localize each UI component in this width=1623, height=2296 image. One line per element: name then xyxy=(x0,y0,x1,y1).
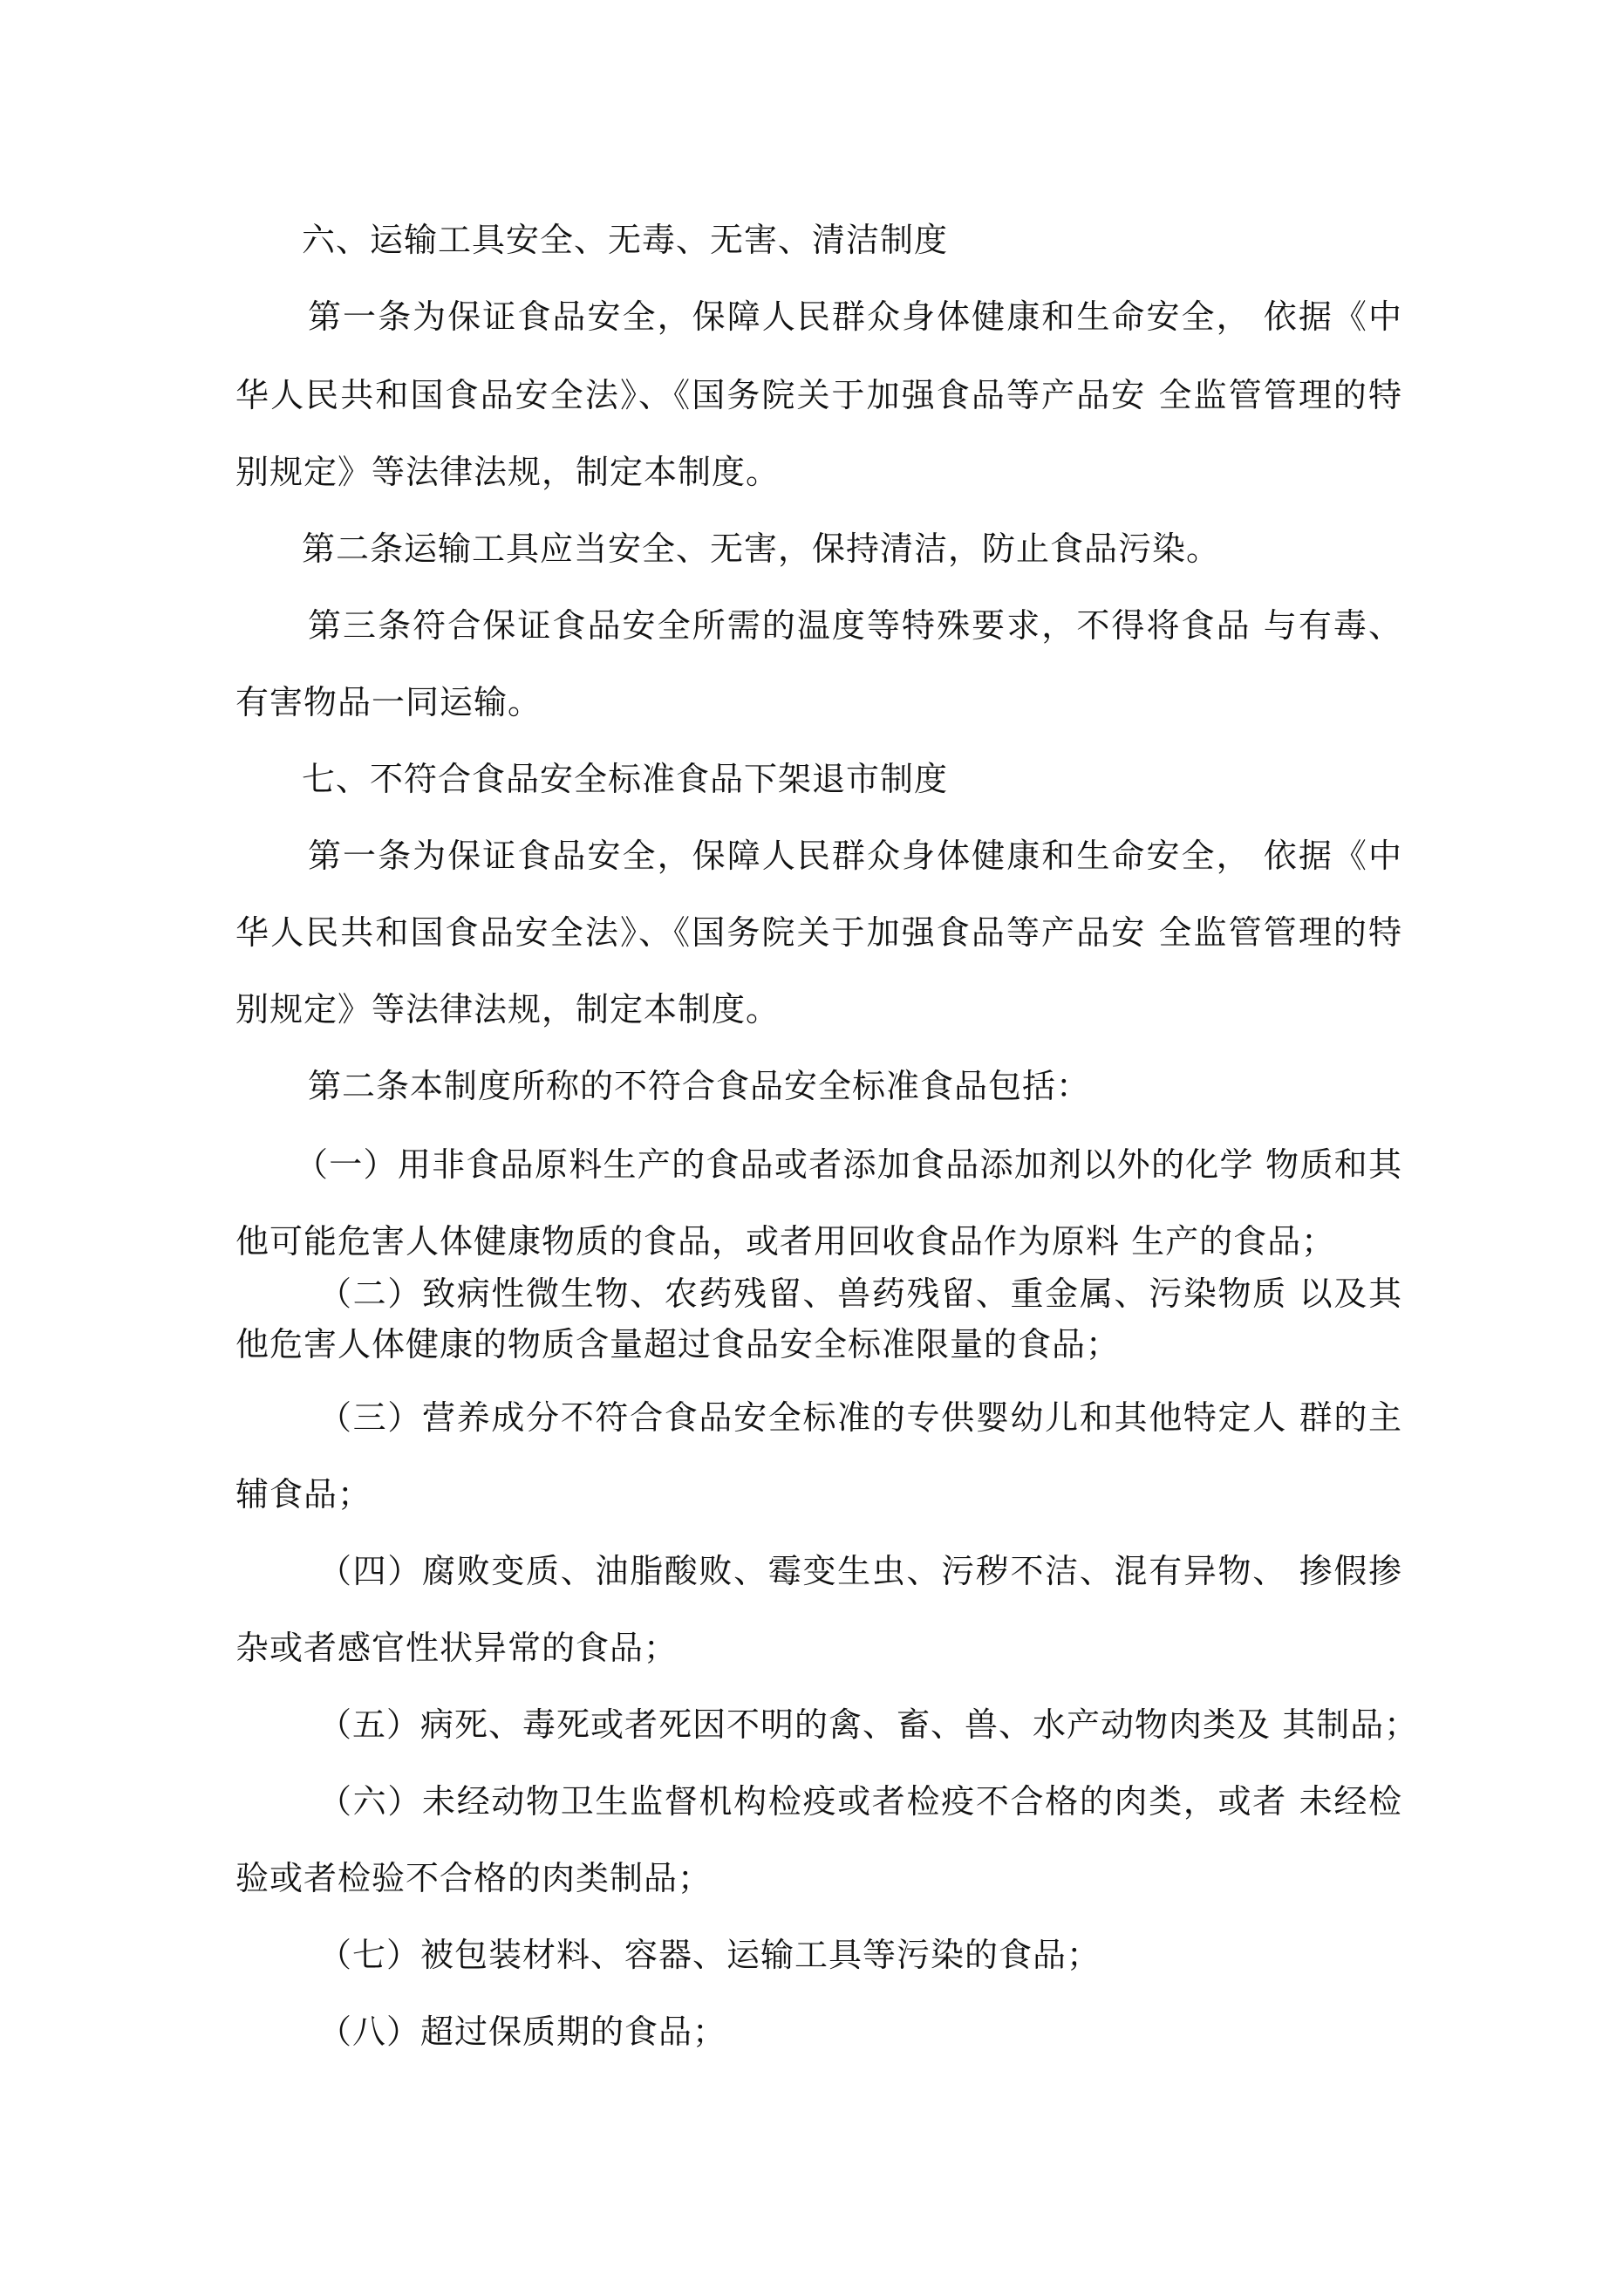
section-6-heading: 六、运输工具安全、无毒、无害、清洁制度 xyxy=(302,221,949,259)
s7-item-5: （五）病死、毒死或者死因不明的禽、畜、兽、水产动物肉类及 其制品； xyxy=(318,1705,1419,1744)
s7-item-7: （七）被包装材料、容器、运输工具等污染的食品； xyxy=(318,1936,1101,1974)
s7-item-1-line-2: 他可能危害人体健康物质的食品，或者用回收食品作为原料 生产的食品； xyxy=(235,1222,1336,1261)
s7-item-2-line-2: 他危害人体健康的物质含量超过食品安全标准限量的食品； xyxy=(235,1325,1121,1363)
s6-article-2: 第二条运输工具应当安全、无害，保持清洁，防止食品污染。 xyxy=(302,530,1221,568)
s7-article-1-line-3: 别规定》等法律法规，制定本制度。 xyxy=(235,990,781,1028)
s7-item-6-line-1: （六）未经动物卫生监督机构检疫或者检疫不合格的肉类，或者 未经检 xyxy=(318,1782,1402,1821)
s7-item-6-line-2: 验或者检验不合格的肉类制品； xyxy=(235,1859,713,1897)
s7-item-3-line-2: 辅食品； xyxy=(235,1475,372,1514)
s6-article-3-line-1: 第三条符合保证食品安全所需的温度等特殊要求，不得将食品 与有毒、 xyxy=(308,606,1402,645)
s7-article-2: 第二条本制度所称的不符合食品安全标准食品包括： xyxy=(308,1067,1091,1105)
s7-item-4-line-2: 杂或者感官性状异常的食品； xyxy=(235,1629,679,1667)
s7-item-1-line-1: （一）用非食品原料生产的食品或者添加食品添加剂以外的化学 物质和其 xyxy=(295,1145,1402,1184)
section-7-heading: 七、不符合食品安全标准食品下架退市制度 xyxy=(302,760,949,798)
s7-item-2-line-1: （二）致病性微生物、农药残留、兽药残留、重金属、污染物质 以及其 xyxy=(318,1274,1402,1313)
s7-article-1-line-1: 第一条为保证食品安全，保障人民群众身体健康和生命安全， 依据《中 xyxy=(308,837,1402,875)
s7-article-1-line-2: 华人民共和国食品安全法》、《国务院关于加强食品等产品安 全监管管理的特 xyxy=(235,913,1402,952)
s6-article-1-line-3: 别规定》等法律法规，制定本制度。 xyxy=(235,453,781,491)
s6-article-3-line-2: 有害物品一同运输。 xyxy=(235,683,542,721)
s6-article-1-line-1: 第一条为保证食品安全，保障人民群众身体健康和生命安全， 依据《中 xyxy=(308,297,1402,336)
s7-item-4-line-1: （四）腐败变质、油脂酸败、霉变生虫、污秽不洁、混有异物、 掺假掺 xyxy=(318,1552,1402,1590)
s6-article-1-line-2: 华人民共和国食品安全法》、《国务院关于加强食品等产品安 全监管管理的特 xyxy=(235,376,1402,414)
s7-item-8: （八）超过保质期的食品； xyxy=(318,2012,727,2051)
s7-item-3-line-1: （三）营养成分不符合食品安全标准的专供婴幼儿和其他特定人 群的主 xyxy=(318,1398,1402,1437)
